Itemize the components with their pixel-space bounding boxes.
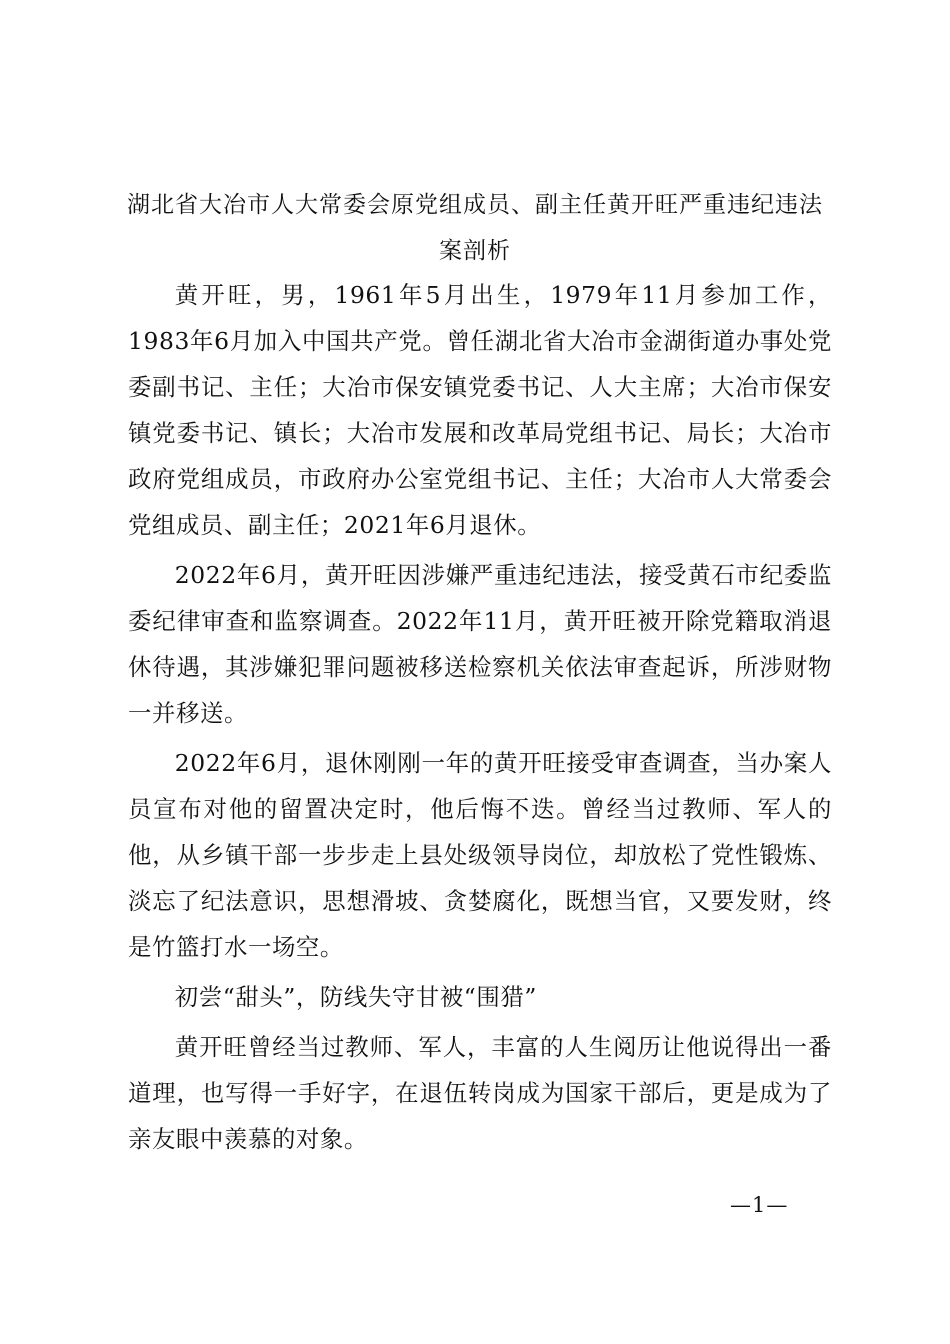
paragraph-background: 黄开旺曾经当过教师、军人，丰富的人生阅历让他说得出一番道理，也写得一手好字，在退伍转岗成为国家干部后，更是成为了亲友眼中羡慕的对象。 — [128, 1033, 832, 1153]
document-title: 湖北省大冶市人大常委会原党组成员、副主任黄开旺严重违纪违法案剖析 — [127, 192, 823, 264]
paragraph-investigation: 2022年6月，黄开旺因涉嫌严重违纪违法，接受黄石市纪委监委纪律审查和监察调查。2022年11月，黄开旺被开除党籍取消退休待遇，其涉嫌犯罪问题被移送检察机关依法审查起诉，所涉财物一并移送。 — [128, 561, 832, 727]
paragraph-biography: 黄开旺，男，1961年5月出生，1979年11月参加工作，1983年6月加入中国共产党。曾任湖北省大冶市金湖街道办事处党委副书记、主任；大冶市保安镇党委书记、人大主席；大冶市保安镇党委书记、镇长；大冶市发展和改革局党组书记、局长；大冶市政府党组成员，市政府办公室党组书记、主任；大冶市人大常委会党组成员、副主任；2021年6月退休。 — [128, 281, 832, 539]
page-number: —1— — [730, 1193, 789, 1217]
document-body — [128, 272, 832, 1166]
section-subheading: 初尝“甜头”，防线失守甘被“围猎” — [174, 983, 537, 1011]
paragraph-summary: 2022年6月，退休刚刚一年的黄开旺接受审查调查，当办案人员宣布对他的留置决定时，他后悔不迭。曾经当过教师、军人的他，从乡镇干部一步步走上县处级领导岗位，却放松了党性锻炼、淡忘了纪法意识，思想滑坡、贪婪腐化，既想当官，又要发财，终是竹篮打水一场空。 — [128, 749, 832, 961]
